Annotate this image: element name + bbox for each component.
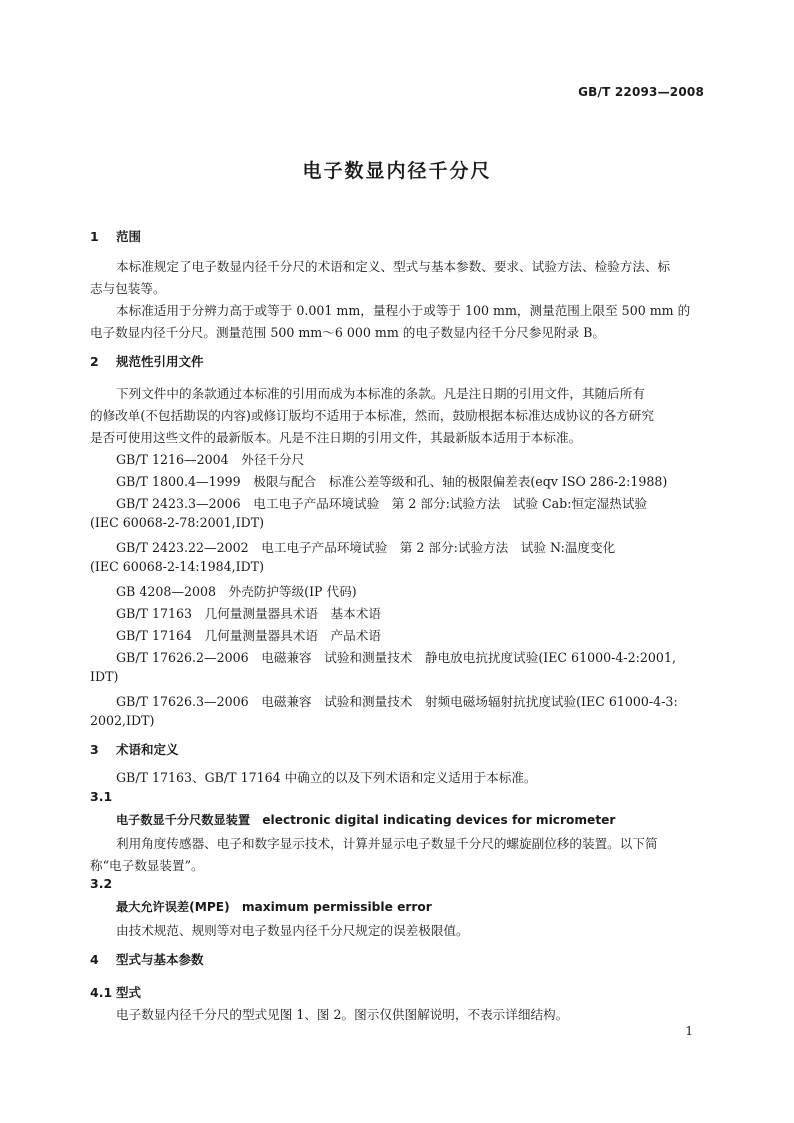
section-number: 2: [90, 354, 99, 369]
reference-item: (IEC 60068-2-14:1984,IDT): [90, 559, 265, 574]
term-number: 3.1: [90, 789, 113, 804]
section-2-heading: [90, 352, 204, 370]
reference-item: GB/T 17626.3—2006 电磁兼容 试验和测量技术 射频电磁场辐射抗扰度试验(IEC 61000-4-3:: [116, 694, 678, 709]
paragraph-line: 电子数显内径千分尺的型式见图 1、图 2。图示仅供图解说明，不表示详细结构。: [116, 1007, 569, 1022]
subsection-title: 型式: [116, 985, 142, 1000]
reference-item: GB 4208—2008 外壳防护等级(IP 代码): [116, 584, 357, 599]
paragraph-line: 是否可使用这些文件的最新版本。凡是不注日期的引用文件，其最新版本适用于本标准。: [90, 430, 582, 445]
reference-item: 2002,IDT): [90, 713, 155, 728]
term-number: 3.2: [90, 876, 113, 891]
paragraph-line: 电子数显内径千分尺。测量范围 500 mm～6 000 mm 的电子数显内径千分尺参见附录 B。: [90, 325, 605, 340]
section-number: 3: [90, 742, 99, 757]
section-1-heading: [90, 227, 141, 245]
reference-item: IDT): [90, 669, 119, 684]
term-definition-line: 称“电子数显装置”。: [90, 858, 204, 873]
section-title: 术语和定义: [116, 742, 179, 757]
paragraph-line: 志与包装等。: [90, 281, 166, 296]
term-definition-line: 利用角度传感器、电子和数字显示技术，计算并显示电子数显千分尺的螺旋副位移的装置。以下简: [116, 836, 658, 851]
subsection-number: 4.1: [90, 985, 113, 1000]
term-definition-line: 由技术规范、规则等对电子数显内径千分尺规定的误差极限值。: [116, 923, 469, 938]
section-title: 规范性引用文件: [116, 354, 204, 369]
paragraph-line: 下列文件中的条款通过本标准的引用而成为本标准的条款。凡是注日期的引用文件，其随后所有: [116, 386, 645, 401]
section-3-heading: [90, 740, 179, 758]
reference-item: (IEC 60068-2-78:2001,IDT): [90, 515, 265, 530]
document-title: 电子数显内径千分尺: [302, 160, 492, 182]
reference-item: GB/T 1216—2004 外径千分尺: [116, 452, 305, 467]
term-name: 最大允许误差(MPE) maximum permissible error: [116, 900, 432, 914]
paragraph-line: 本标准适用于分辨力高于或等于 0.001 mm，量程小于或等于 100 mm，测量范围上限至 500 mm 的: [116, 303, 691, 318]
reference-item: GB/T 2423.22—2002 电工电子产品环境试验 第 2 部分:试验方法 试验 N:温度变化: [116, 540, 616, 555]
reference-item: GB/T 2423.3—2006 电工电子产品环境试验 第 2 部分:试验方法 试验 Cab:恒定湿热试验: [116, 496, 648, 511]
section-title: 范围: [116, 229, 142, 244]
reference-item: GB/T 17164 几何量测量器具术语 产品术语: [116, 628, 381, 643]
paragraph-line: 本标准规定了电子数显内径千分尺的术语和定义、型式与基本参数、要求、试验方法、检验方法、标: [116, 259, 671, 274]
standard-number: GB/T 22093—2008: [578, 85, 704, 99]
section-intro: GB/T 17163、GB/T 17164 中确立的以及下列术语和定义适用于本标准。: [116, 770, 537, 785]
page-number: 1: [685, 1024, 693, 1038]
section-number: 1: [90, 229, 99, 244]
section-4-heading: [90, 950, 204, 968]
reference-item: GB/T 17163 几何量测量器具术语 基本术语: [116, 606, 381, 621]
section-number: 4: [90, 952, 99, 967]
reference-item: GB/T 1800.4—1999 极限与配合 标准公差等级和孔、轴的极限偏差表(eqv ISO 286-2:1988): [116, 474, 668, 489]
paragraph-line: 的修改单(不包括勘误的内容)或修订版均不适用于本标准，然而，鼓励根据本标准达成协议的各方研究: [90, 408, 654, 423]
section-title: 型式与基本参数: [116, 952, 204, 967]
term-name: 电子数显千分尺数显装置 electronic digital indicating devices for micrometer: [116, 813, 616, 827]
reference-item: GB/T 17626.2—2006 电磁兼容 试验和测量技术 静电放电抗扰度试验(IEC 61000-4-2:2001,: [116, 650, 676, 665]
subsection-4-1-heading: [90, 983, 141, 1001]
